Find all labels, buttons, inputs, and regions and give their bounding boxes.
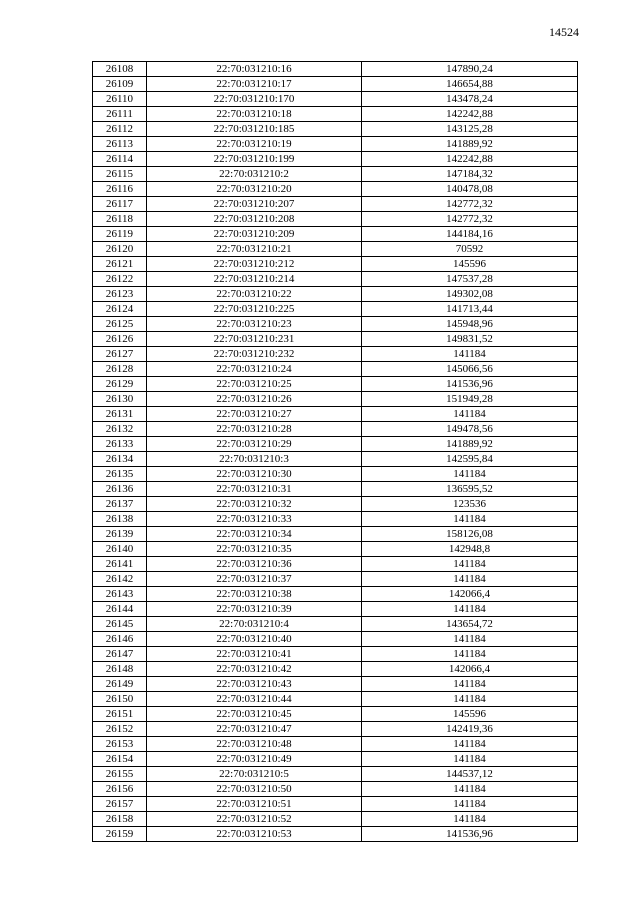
cadastral-value-cell: 144184,16 (362, 227, 578, 242)
cadastral-value-cell: 70592 (362, 242, 578, 257)
cadastral-value-cell: 141536,96 (362, 827, 578, 842)
cadastral-number-cell: 22:70:031210:2 (147, 167, 362, 182)
cadastral-number-cell: 22:70:031210:42 (147, 662, 362, 677)
table-row (93, 77, 578, 92)
cadastral-value-cell: 142066,4 (362, 587, 578, 602)
table-row (93, 482, 578, 497)
row-number-cell: 26140 (93, 542, 147, 557)
row-number-cell: 26150 (93, 692, 147, 707)
table-row (93, 287, 578, 302)
cadastral-value-cell: 145596 (362, 257, 578, 272)
table-row (93, 797, 578, 812)
cadastral-number-cell: 22:70:031210:5 (147, 767, 362, 782)
cadastral-number-cell: 22:70:031210:44 (147, 692, 362, 707)
table-row (93, 62, 578, 77)
cadastral-number-cell: 22:70:031210:34 (147, 527, 362, 542)
row-number-cell: 26110 (93, 92, 147, 107)
row-number-cell: 26156 (93, 782, 147, 797)
cadastral-number-cell: 22:70:031210:3 (147, 452, 362, 467)
cadastral-value-cell: 158126,08 (362, 527, 578, 542)
cadastral-number-cell: 22:70:031210:30 (147, 467, 362, 482)
cadastral-number-cell: 22:70:031210:17 (147, 77, 362, 92)
cadastral-number-cell: 22:70:031210:212 (147, 257, 362, 272)
table-row (93, 662, 578, 677)
cadastral-value-cell: 142595,84 (362, 452, 578, 467)
row-number-cell: 26131 (93, 407, 147, 422)
row-number-cell: 26148 (93, 662, 147, 677)
cadastral-value-cell: 141184 (362, 782, 578, 797)
cadastral-value-cell: 141889,92 (362, 437, 578, 452)
row-number-cell: 26122 (93, 272, 147, 287)
cadastral-value-cell: 141184 (362, 647, 578, 662)
table-row (93, 197, 578, 212)
table-row (93, 362, 578, 377)
row-number-cell: 26126 (93, 332, 147, 347)
row-number-cell: 26136 (93, 482, 147, 497)
table-row (93, 572, 578, 587)
row-number-cell: 26139 (93, 527, 147, 542)
table-row (93, 242, 578, 257)
cadastral-value-cell: 147184,32 (362, 167, 578, 182)
cadastral-value-cell: 141184 (362, 572, 578, 587)
row-number-cell: 26142 (93, 572, 147, 587)
cadastral-number-cell: 22:70:031210:33 (147, 512, 362, 527)
row-number-cell: 26135 (93, 467, 147, 482)
row-number-cell: 26134 (93, 452, 147, 467)
row-number-cell: 26108 (93, 62, 147, 77)
row-number-cell: 26118 (93, 212, 147, 227)
cadastral-number-cell: 22:70:031210:53 (147, 827, 362, 842)
row-number-cell: 26119 (93, 227, 147, 242)
cadastral-number-cell: 22:70:031210:199 (147, 152, 362, 167)
cadastral-number-cell: 22:70:031210:43 (147, 677, 362, 692)
cadastral-value-cell: 141184 (362, 752, 578, 767)
cadastral-number-cell: 22:70:031210:51 (147, 797, 362, 812)
table-row (93, 467, 578, 482)
table-row (93, 437, 578, 452)
cadastral-value-cell: 141184 (362, 347, 578, 362)
row-number-cell: 26117 (93, 197, 147, 212)
row-number-cell: 26124 (93, 302, 147, 317)
table-row (93, 182, 578, 197)
cadastral-number-cell: 22:70:031210:231 (147, 332, 362, 347)
row-number-cell: 26114 (93, 152, 147, 167)
table-row (93, 317, 578, 332)
table-row (93, 632, 578, 647)
cadastral-value-cell: 142948,8 (362, 542, 578, 557)
table-row (93, 602, 578, 617)
cadastral-value-cell: 142242,88 (362, 107, 578, 122)
cadastral-number-cell: 22:70:031210:225 (147, 302, 362, 317)
table-body (93, 62, 578, 842)
table-row (93, 497, 578, 512)
table-row (93, 722, 578, 737)
table-row (93, 542, 578, 557)
cadastral-value-cell: 141184 (362, 737, 578, 752)
table-row (93, 347, 578, 362)
table-row (93, 167, 578, 182)
table-row (93, 677, 578, 692)
table-row (93, 92, 578, 107)
cadastral-value-cell: 145066,56 (362, 362, 578, 377)
row-number-cell: 26130 (93, 392, 147, 407)
cadastral-value-cell: 141184 (362, 557, 578, 572)
row-number-cell: 26133 (93, 437, 147, 452)
cadastral-number-cell: 22:70:031210:209 (147, 227, 362, 242)
cadastral-number-cell: 22:70:031210:47 (147, 722, 362, 737)
table-row (93, 692, 578, 707)
cadastral-value-cell: 141184 (362, 512, 578, 527)
table-row (93, 392, 578, 407)
row-number-cell: 26149 (93, 677, 147, 692)
row-number-cell: 26125 (93, 317, 147, 332)
row-number-cell: 26147 (93, 647, 147, 662)
cadastral-value-cell: 141536,96 (362, 377, 578, 392)
row-number-cell: 26144 (93, 602, 147, 617)
cadastral-value-cell: 141713,44 (362, 302, 578, 317)
row-number-cell: 26151 (93, 707, 147, 722)
cadastral-value-cell: 141184 (362, 812, 578, 827)
cadastral-number-cell: 22:70:031210:23 (147, 317, 362, 332)
cadastral-value-cell: 146654,88 (362, 77, 578, 92)
row-number-cell: 26120 (93, 242, 147, 257)
cadastral-value-cell: 141184 (362, 467, 578, 482)
cadastral-value-cell: 141184 (362, 602, 578, 617)
row-number-cell: 26112 (93, 122, 147, 137)
cadastral-number-cell: 22:70:031210:49 (147, 752, 362, 767)
cadastral-number-cell: 22:70:031210:35 (147, 542, 362, 557)
cadastral-value-cell: 136595,52 (362, 482, 578, 497)
row-number-cell: 26123 (93, 287, 147, 302)
cadastral-value-cell: 141889,92 (362, 137, 578, 152)
row-number-cell: 26111 (93, 107, 147, 122)
row-number-cell: 26158 (93, 812, 147, 827)
cadastral-value-cell: 142066,4 (362, 662, 578, 677)
row-number-cell: 26145 (93, 617, 147, 632)
cadastral-value-cell: 145948,96 (362, 317, 578, 332)
cadastral-value-cell: 143478,24 (362, 92, 578, 107)
cadastral-value-cell: 142772,32 (362, 212, 578, 227)
cadastral-number-cell: 22:70:031210:37 (147, 572, 362, 587)
cadastral-value-cell: 142772,32 (362, 197, 578, 212)
page-number: 14524 (549, 25, 579, 39)
table-row (93, 512, 578, 527)
cadastral-number-cell: 22:70:031210:50 (147, 782, 362, 797)
table-row (93, 122, 578, 137)
cadastral-number-cell: 22:70:031210:185 (147, 122, 362, 137)
cadastral-value-cell: 147890,24 (362, 62, 578, 77)
table-row (93, 707, 578, 722)
table-row (93, 782, 578, 797)
cadastral-number-cell: 22:70:031210:232 (147, 347, 362, 362)
row-number-cell: 26132 (93, 422, 147, 437)
cadastral-value-cell: 143654,72 (362, 617, 578, 632)
cadastral-number-cell: 22:70:031210:20 (147, 182, 362, 197)
cadastral-number-cell: 22:70:031210:39 (147, 602, 362, 617)
cadastral-number-cell: 22:70:031210:24 (147, 362, 362, 377)
cadastral-number-cell: 22:70:031210:214 (147, 272, 362, 287)
cadastral-value-cell: 151949,28 (362, 392, 578, 407)
cadastral-value-cell: 149831,52 (362, 332, 578, 347)
cadastral-value-cell: 141184 (362, 632, 578, 647)
table-row (93, 152, 578, 167)
cadastral-number-cell: 22:70:031210:16 (147, 62, 362, 77)
cadastral-number-cell: 22:70:031210:32 (147, 497, 362, 512)
cadastral-number-cell: 22:70:031210:27 (147, 407, 362, 422)
cadastral-number-cell: 22:70:031210:170 (147, 92, 362, 107)
row-number-cell: 26159 (93, 827, 147, 842)
cadastral-value-cell: 123536 (362, 497, 578, 512)
table-row (93, 422, 578, 437)
cadastral-number-cell: 22:70:031210:31 (147, 482, 362, 497)
cadastral-value-cell: 142419,36 (362, 722, 578, 737)
cadastral-number-cell: 22:70:031210:28 (147, 422, 362, 437)
table-row (93, 332, 578, 347)
cadastral-number-cell: 22:70:031210:25 (147, 377, 362, 392)
cadastral-number-cell: 22:70:031210:18 (147, 107, 362, 122)
table-row (93, 302, 578, 317)
table-row (93, 107, 578, 122)
table-row (93, 527, 578, 542)
table-row (93, 227, 578, 242)
cadastral-value-cell: 145596 (362, 707, 578, 722)
table-row (93, 212, 578, 227)
table-row (93, 767, 578, 782)
cadastral-number-cell: 22:70:031210:26 (147, 392, 362, 407)
table-row (93, 257, 578, 272)
table-row (93, 137, 578, 152)
cadastral-value-cell: 141184 (362, 677, 578, 692)
cadastral-value-cell: 141184 (362, 692, 578, 707)
cadastral-number-cell: 22:70:031210:36 (147, 557, 362, 572)
table-row (93, 587, 578, 602)
table-row (93, 812, 578, 827)
cadastral-number-cell: 22:70:031210:45 (147, 707, 362, 722)
cadastral-value-cell: 149478,56 (362, 422, 578, 437)
row-number-cell: 26115 (93, 167, 147, 182)
cadastral-number-cell: 22:70:031210:208 (147, 212, 362, 227)
row-number-cell: 26137 (93, 497, 147, 512)
row-number-cell: 26155 (93, 767, 147, 782)
table-row (93, 377, 578, 392)
cadastral-number-cell: 22:70:031210:22 (147, 287, 362, 302)
cadastral-number-cell: 22:70:031210:21 (147, 242, 362, 257)
cadastral-number-cell: 22:70:031210:19 (147, 137, 362, 152)
cadastral-number-cell: 22:70:031210:4 (147, 617, 362, 632)
cadastral-value-cell: 142242,88 (362, 152, 578, 167)
cadastral-value-cell: 144537,12 (362, 767, 578, 782)
cadastral-value-cell: 149302,08 (362, 287, 578, 302)
row-number-cell: 26109 (93, 77, 147, 92)
row-number-cell: 26154 (93, 752, 147, 767)
table-row (93, 827, 578, 842)
row-number-cell: 26152 (93, 722, 147, 737)
row-number-cell: 26153 (93, 737, 147, 752)
cadastral-number-cell: 22:70:031210:207 (147, 197, 362, 212)
table-row (93, 647, 578, 662)
row-number-cell: 26116 (93, 182, 147, 197)
table-row (93, 737, 578, 752)
cadastral-number-cell: 22:70:031210:48 (147, 737, 362, 752)
row-number-cell: 26141 (93, 557, 147, 572)
cadastral-value-cell: 147537,28 (362, 272, 578, 287)
row-number-cell: 26129 (93, 377, 147, 392)
row-number-cell: 26128 (93, 362, 147, 377)
cadastral-number-cell: 22:70:031210:41 (147, 647, 362, 662)
table-row (93, 452, 578, 467)
cadastral-value-table (92, 61, 578, 842)
row-number-cell: 26121 (93, 257, 147, 272)
cadastral-number-cell: 22:70:031210:38 (147, 587, 362, 602)
row-number-cell: 26157 (93, 797, 147, 812)
cadastral-value-cell: 143125,28 (362, 122, 578, 137)
table-row (93, 407, 578, 422)
row-number-cell: 26138 (93, 512, 147, 527)
table-row (93, 617, 578, 632)
cadastral-value-cell: 141184 (362, 797, 578, 812)
cadastral-value-cell: 140478,08 (362, 182, 578, 197)
cadastral-value-cell: 141184 (362, 407, 578, 422)
row-number-cell: 26143 (93, 587, 147, 602)
cadastral-number-cell: 22:70:031210:52 (147, 812, 362, 827)
row-number-cell: 26127 (93, 347, 147, 362)
cadastral-number-cell: 22:70:031210:29 (147, 437, 362, 452)
cadastral-number-cell: 22:70:031210:40 (147, 632, 362, 647)
table-row (93, 272, 578, 287)
row-number-cell: 26113 (93, 137, 147, 152)
table-row (93, 557, 578, 572)
table-row (93, 752, 578, 767)
row-number-cell: 26146 (93, 632, 147, 647)
